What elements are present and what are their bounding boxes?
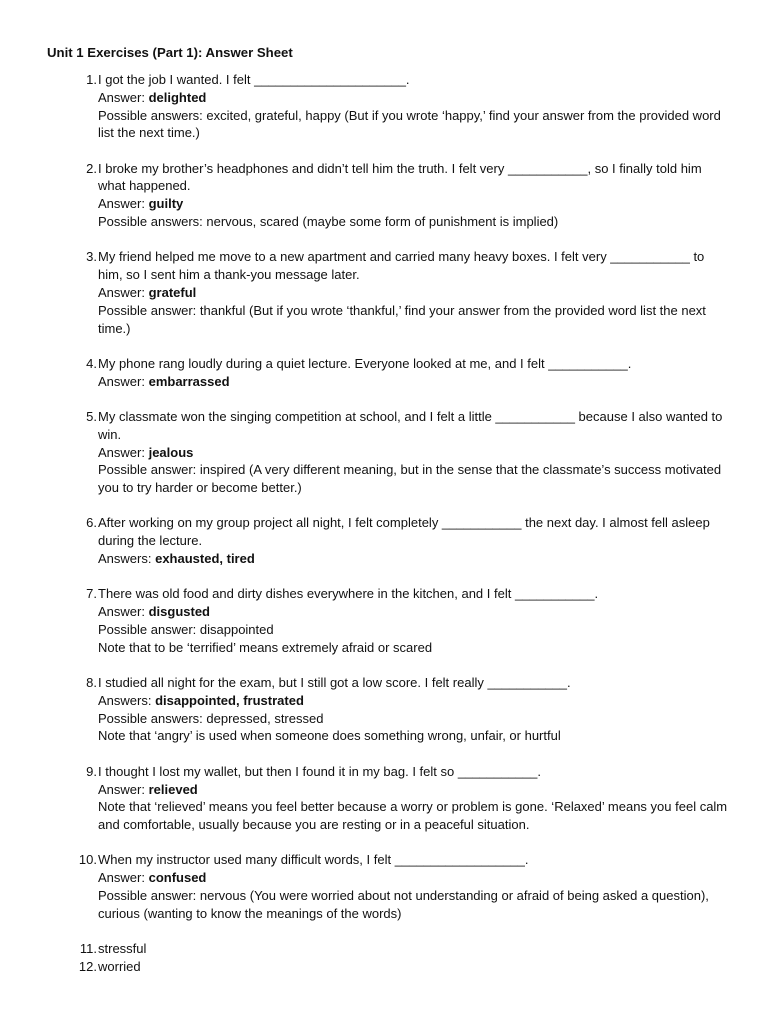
answer-value: jealous: [148, 444, 194, 460]
item-number: 1.: [86, 72, 97, 87]
answer-note: Possible answer: nervous (You were worried about not understanding or afraid of being asked a question), curious (wanting to know the meanings of the words): [98, 887, 709, 921]
item-number: 2.: [86, 160, 97, 176]
question-text: My classmate won the singing competition at school, and I felt a little ___________ because I also wanted to win.: [98, 408, 723, 442]
answer-value: guilty: [148, 196, 184, 212]
exercise-item: [47, 763, 728, 834]
answer-label: Answers:: [98, 551, 152, 567]
answer-line: [98, 89, 728, 107]
item-number: 12.: [78, 958, 97, 974]
short-answer-item: [47, 958, 728, 976]
question-text: My phone rang loudly during a quiet lecture. Everyone looked at me, and I felt ___________.: [98, 355, 632, 371]
question-text: There was old food and dirty dishes everywhere in the kitchen, and I felt ___________.: [98, 586, 599, 602]
answer-line: [98, 869, 728, 887]
exercise-item: [47, 514, 728, 567]
answer-value: relieved: [148, 781, 198, 797]
question-text: After working on my group project all night, I felt completely ___________ the next day. I almost fell asleep during the lecture.: [98, 515, 710, 549]
short-answer-item: [47, 940, 728, 958]
answer-label: Answer:: [98, 444, 145, 460]
item-number: 5.: [86, 408, 97, 424]
answer-value: confused: [148, 870, 207, 886]
short-answer-list: [47, 940, 728, 976]
answer-note: Possible answers: nervous, scared (maybe some form of punishment is implied): [98, 214, 559, 230]
answer-note: Note that ‘relieved’ means you feel better because a worry or problem is gone. ‘Relaxed’ means you feel calm and comfortable, usually because you are resting or in a peaceful situation.: [98, 799, 728, 833]
question-text: My friend helped me move to a new apartment and carried many heavy boxes. I felt very ___________ to him, so I sent him a thank-you message later.: [98, 249, 705, 283]
answer-line: [98, 195, 728, 213]
answer-note: Possible answer: inspired (A very different meaning, but in the sense that the classmate’s success motivated you to try harder or become better.): [98, 462, 722, 496]
answer-label: Answer:: [98, 870, 145, 886]
answer-value: delighted: [148, 89, 207, 105]
item-number: 10.: [78, 852, 97, 868]
question-text: I got the job I wanted. I felt _____________________.: [98, 72, 410, 87]
exercise-item: [47, 160, 728, 231]
answer-value: disgusted: [148, 604, 210, 620]
answer-line: [98, 603, 728, 621]
answer-value: embarrassed: [148, 373, 230, 389]
answer-line: [98, 692, 728, 710]
exercise-item: [47, 408, 728, 497]
question-text: I studied all night for the exam, but I still got a low score. I felt really ___________.: [98, 675, 571, 691]
answer-note: Note that to be ‘terrified’ means extremely afraid or scared: [98, 639, 433, 655]
exercise-item: [47, 674, 728, 745]
answer-line: [98, 444, 728, 462]
exercise-item: [47, 71, 728, 142]
answer-label: Answer:: [98, 781, 145, 797]
item-number: 11.: [79, 941, 97, 957]
answer-value: grateful: [148, 284, 197, 300]
item-number: 7.: [86, 586, 97, 602]
question-text: When my instructor used many difficult words, I felt __________________.: [98, 852, 529, 868]
item-number: 8.: [86, 675, 97, 691]
exercise-item: [47, 851, 728, 922]
exercise-item: [47, 248, 728, 337]
short-answer-text: stressful: [98, 941, 147, 957]
answer-line: [98, 284, 728, 302]
answer-note: Note that ‘angry’ is used when someone does something wrong, unfair, or hurtful: [98, 728, 561, 744]
item-number: 3.: [86, 249, 97, 265]
exercise-list: [47, 71, 728, 923]
answer-note: Possible answers: depressed, stressed: [98, 710, 324, 726]
question-text: I broke my brother’s headphones and didn’t tell him the truth. I felt very ___________, so I finally told him what happened.: [98, 160, 702, 194]
page-title: Unit 1 Exercises (Part 1): Answer Sheet: [47, 45, 293, 60]
item-number: 9.: [86, 763, 97, 779]
answer-value: exhausted, tired: [155, 551, 255, 567]
answer-line: [98, 781, 728, 799]
answer-value: disappointed, frustrated: [155, 692, 304, 708]
answer-note: Possible answers: excited, grateful, happy (But if you wrote ‘happy,’ find your answer from the provided word list the next time.): [98, 107, 721, 141]
answer-line: [98, 373, 728, 391]
answer-note: Possible answer: disappointed: [98, 621, 274, 637]
exercise-item: [47, 355, 728, 391]
answer-label: Answer:: [98, 89, 145, 105]
answer-label: Answer:: [98, 196, 145, 212]
short-answer-text: worried: [98, 958, 141, 974]
item-number: 4.: [86, 355, 97, 371]
answer-label: Answer:: [98, 604, 145, 620]
answer-label: Answer:: [98, 373, 145, 389]
answer-line: [98, 550, 728, 568]
item-number: 6.: [86, 515, 97, 531]
exercise-item: [47, 585, 728, 656]
answer-label: Answer:: [98, 284, 145, 300]
answer-note: Possible answer: thankful (But if you wrote ‘thankful,’ find your answer from the provided word list the next time.): [98, 302, 706, 336]
answer-label: Answers:: [98, 692, 152, 708]
question-text: I thought I lost my wallet, but then I found it in my bag. I felt so ___________.: [98, 763, 541, 779]
